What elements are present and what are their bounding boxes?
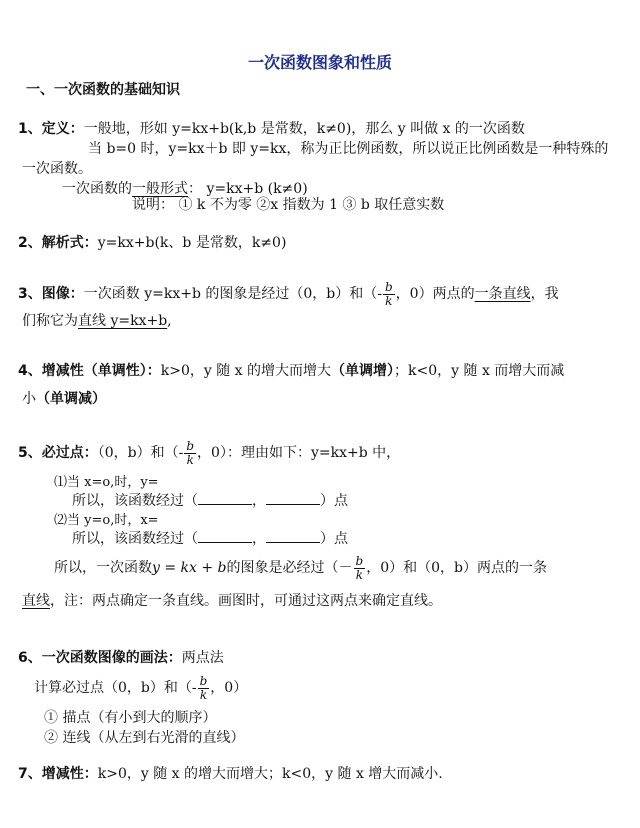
conclusion-mid: 的图象是必经过（－ (226, 560, 353, 576)
item-4-line-2-pre: 小 (22, 391, 36, 407)
fraction-b-over-k (383, 281, 395, 308)
fraction-denominator: k (199, 687, 208, 702)
item-1-line-2: 当 b=0 时，y=kx＋b 即 y=kx，称为正比例函数，所以说正比例函数是一种特殊的 (88, 141, 609, 157)
sub-1-result-mid: ， (252, 493, 266, 509)
item-6-calc-pre: 计算必过点（0，b）和（- (34, 680, 197, 696)
item-5-label: 必过点： (41, 445, 98, 461)
item-5-sub-1-result (72, 491, 348, 511)
conclusion-formula: y = kx + b (152, 560, 227, 576)
item-6-line-1 (18, 648, 224, 668)
general-form-underlined: 一般形式 (132, 181, 188, 197)
item-3-label: 图像： (41, 286, 84, 302)
fraction-b-over-k (198, 675, 210, 702)
sub-2-result-mid: ， (252, 531, 266, 547)
item-5-text-post: ，0）：理由如下：y=kx+b 中， (197, 445, 401, 461)
item-3-text-pre: 一次函数 y=kx+b 的图象是经过（0，b）和（- (83, 286, 382, 302)
item-1-line-1 (18, 119, 525, 139)
item-2-number: 2、 (18, 235, 42, 251)
fraction-b-over-k (354, 555, 366, 582)
conclusion-pre: 所以，一次函数 (54, 560, 152, 576)
item-6-number: 6、 (18, 650, 42, 666)
item-4-label: 增减性（单调性）： (41, 363, 161, 379)
fraction-numerator: b (384, 279, 393, 294)
answer-blank[interactable] (198, 530, 252, 543)
fraction-denominator: k (385, 293, 393, 308)
item-6-calc (34, 674, 247, 702)
fraction-b-over-k (184, 440, 196, 467)
item-5-sub-1: ⑴当 x=o,时，y= (54, 475, 159, 490)
item-5-line-1 (18, 439, 400, 467)
item-3-line-2 (22, 311, 172, 331)
sub-2-result-post: ）点 (320, 531, 348, 547)
item-1-line-3: 一次函数。 (22, 161, 92, 177)
conclusion-post: ，0）和（0，b）两点的一条 (366, 560, 547, 576)
item-6-calc-post: ，0） (210, 680, 248, 696)
fraction-denominator: k (355, 567, 363, 582)
item-5-number: 5、 (18, 445, 42, 461)
sub-2-result-pre: 所以，该函数经过（ (72, 531, 198, 547)
item-1-label: 定义： (41, 121, 84, 137)
item-4-bold-decreasing: （单调减） (36, 391, 106, 407)
general-form-formula: ： y=kx+b (k≠0) (188, 181, 308, 197)
item-5-note-text: ，注：两点确定一条直线。画图时，可通过这两点来确定直线。 (50, 593, 442, 609)
item-2-text: y=kx+b(k、b 是常数，k≠0) (97, 235, 287, 251)
answer-blank[interactable] (266, 492, 320, 505)
fraction-numerator: b (199, 673, 208, 688)
item-5-conclusion (54, 554, 547, 582)
item-3-text-mid: ，0）两点的 (395, 286, 475, 302)
page-title: 一次函数图象和性质 (247, 53, 392, 72)
item-3-line-2-underlined: 直线 y=kx+b (78, 313, 168, 329)
item-6-text: 两点法 (181, 650, 224, 666)
item-4-line-2 (22, 389, 106, 409)
item-3-line-1 (18, 280, 559, 308)
answer-blank[interactable] (266, 530, 320, 543)
item-4-line-1 (18, 361, 564, 381)
fraction-numerator: b (186, 438, 195, 453)
item-4-text: k>0，y 随 x 的增大而增大 (160, 363, 332, 379)
item-5-note (22, 591, 442, 611)
fraction-numerator: b (355, 553, 364, 568)
item-7-label: 增减性： (41, 766, 98, 782)
item-5-sub-2-result (72, 529, 348, 549)
sub-1-result-post: ）点 (320, 493, 348, 509)
item-3-line-2-pre: 们称它为 (22, 313, 78, 329)
item-2-line (18, 233, 286, 253)
item-6-step-2: ② 连线（从左到右光滑的直线） (44, 730, 245, 746)
item-5-note-underlined: 直线 (22, 593, 50, 609)
item-3-number: 3、 (18, 286, 42, 302)
item-4-number: 4、 (18, 363, 42, 379)
general-form-prefix: 一次函数的 (62, 181, 132, 197)
item-7-line (18, 764, 443, 784)
item-7-number: 7、 (18, 766, 42, 782)
item-3-line-2-post: , (167, 313, 172, 329)
item-1-definition: 一般地，形如 y=kx+b(k,b 是常数，k≠0)，那么 y 叫做 x 的一次函数 (83, 121, 525, 137)
sub-1-result-pre: 所以，该函数经过（ (72, 493, 198, 509)
item-2-label: 解析式： (41, 235, 98, 251)
section-heading-basics: 一、一次函数的基础知识 (26, 82, 180, 98)
item-1-notes: 说明： ① k 不为零 ②x 指数为 1 ③ b 取任意实数 (132, 197, 445, 213)
item-6-label: 一次函数图像的画法： (41, 650, 182, 666)
item-4-text-2: ；k<0，y 随 x 而增大而减 (394, 363, 565, 379)
item-5-text-pre: （0，b）和（- (97, 445, 184, 461)
item-3-underlined: 一条直线 (474, 286, 531, 302)
answer-blank[interactable] (198, 492, 252, 505)
item-7-text: k>0，y 随 x 的增大而增大；k<0，y 随 x 增大而减小. (97, 766, 443, 782)
fraction-denominator: k (186, 452, 194, 467)
item-1-number: 1、 (18, 121, 42, 137)
item-4-bold-increasing: （单调增） (331, 363, 395, 379)
item-6-step-1: ① 描点（有小到大的顺序） (44, 710, 217, 726)
item-5-sub-2: ⑵当 y=o,时，x= (54, 513, 159, 528)
item-3-text-post: ，我 (530, 286, 559, 302)
